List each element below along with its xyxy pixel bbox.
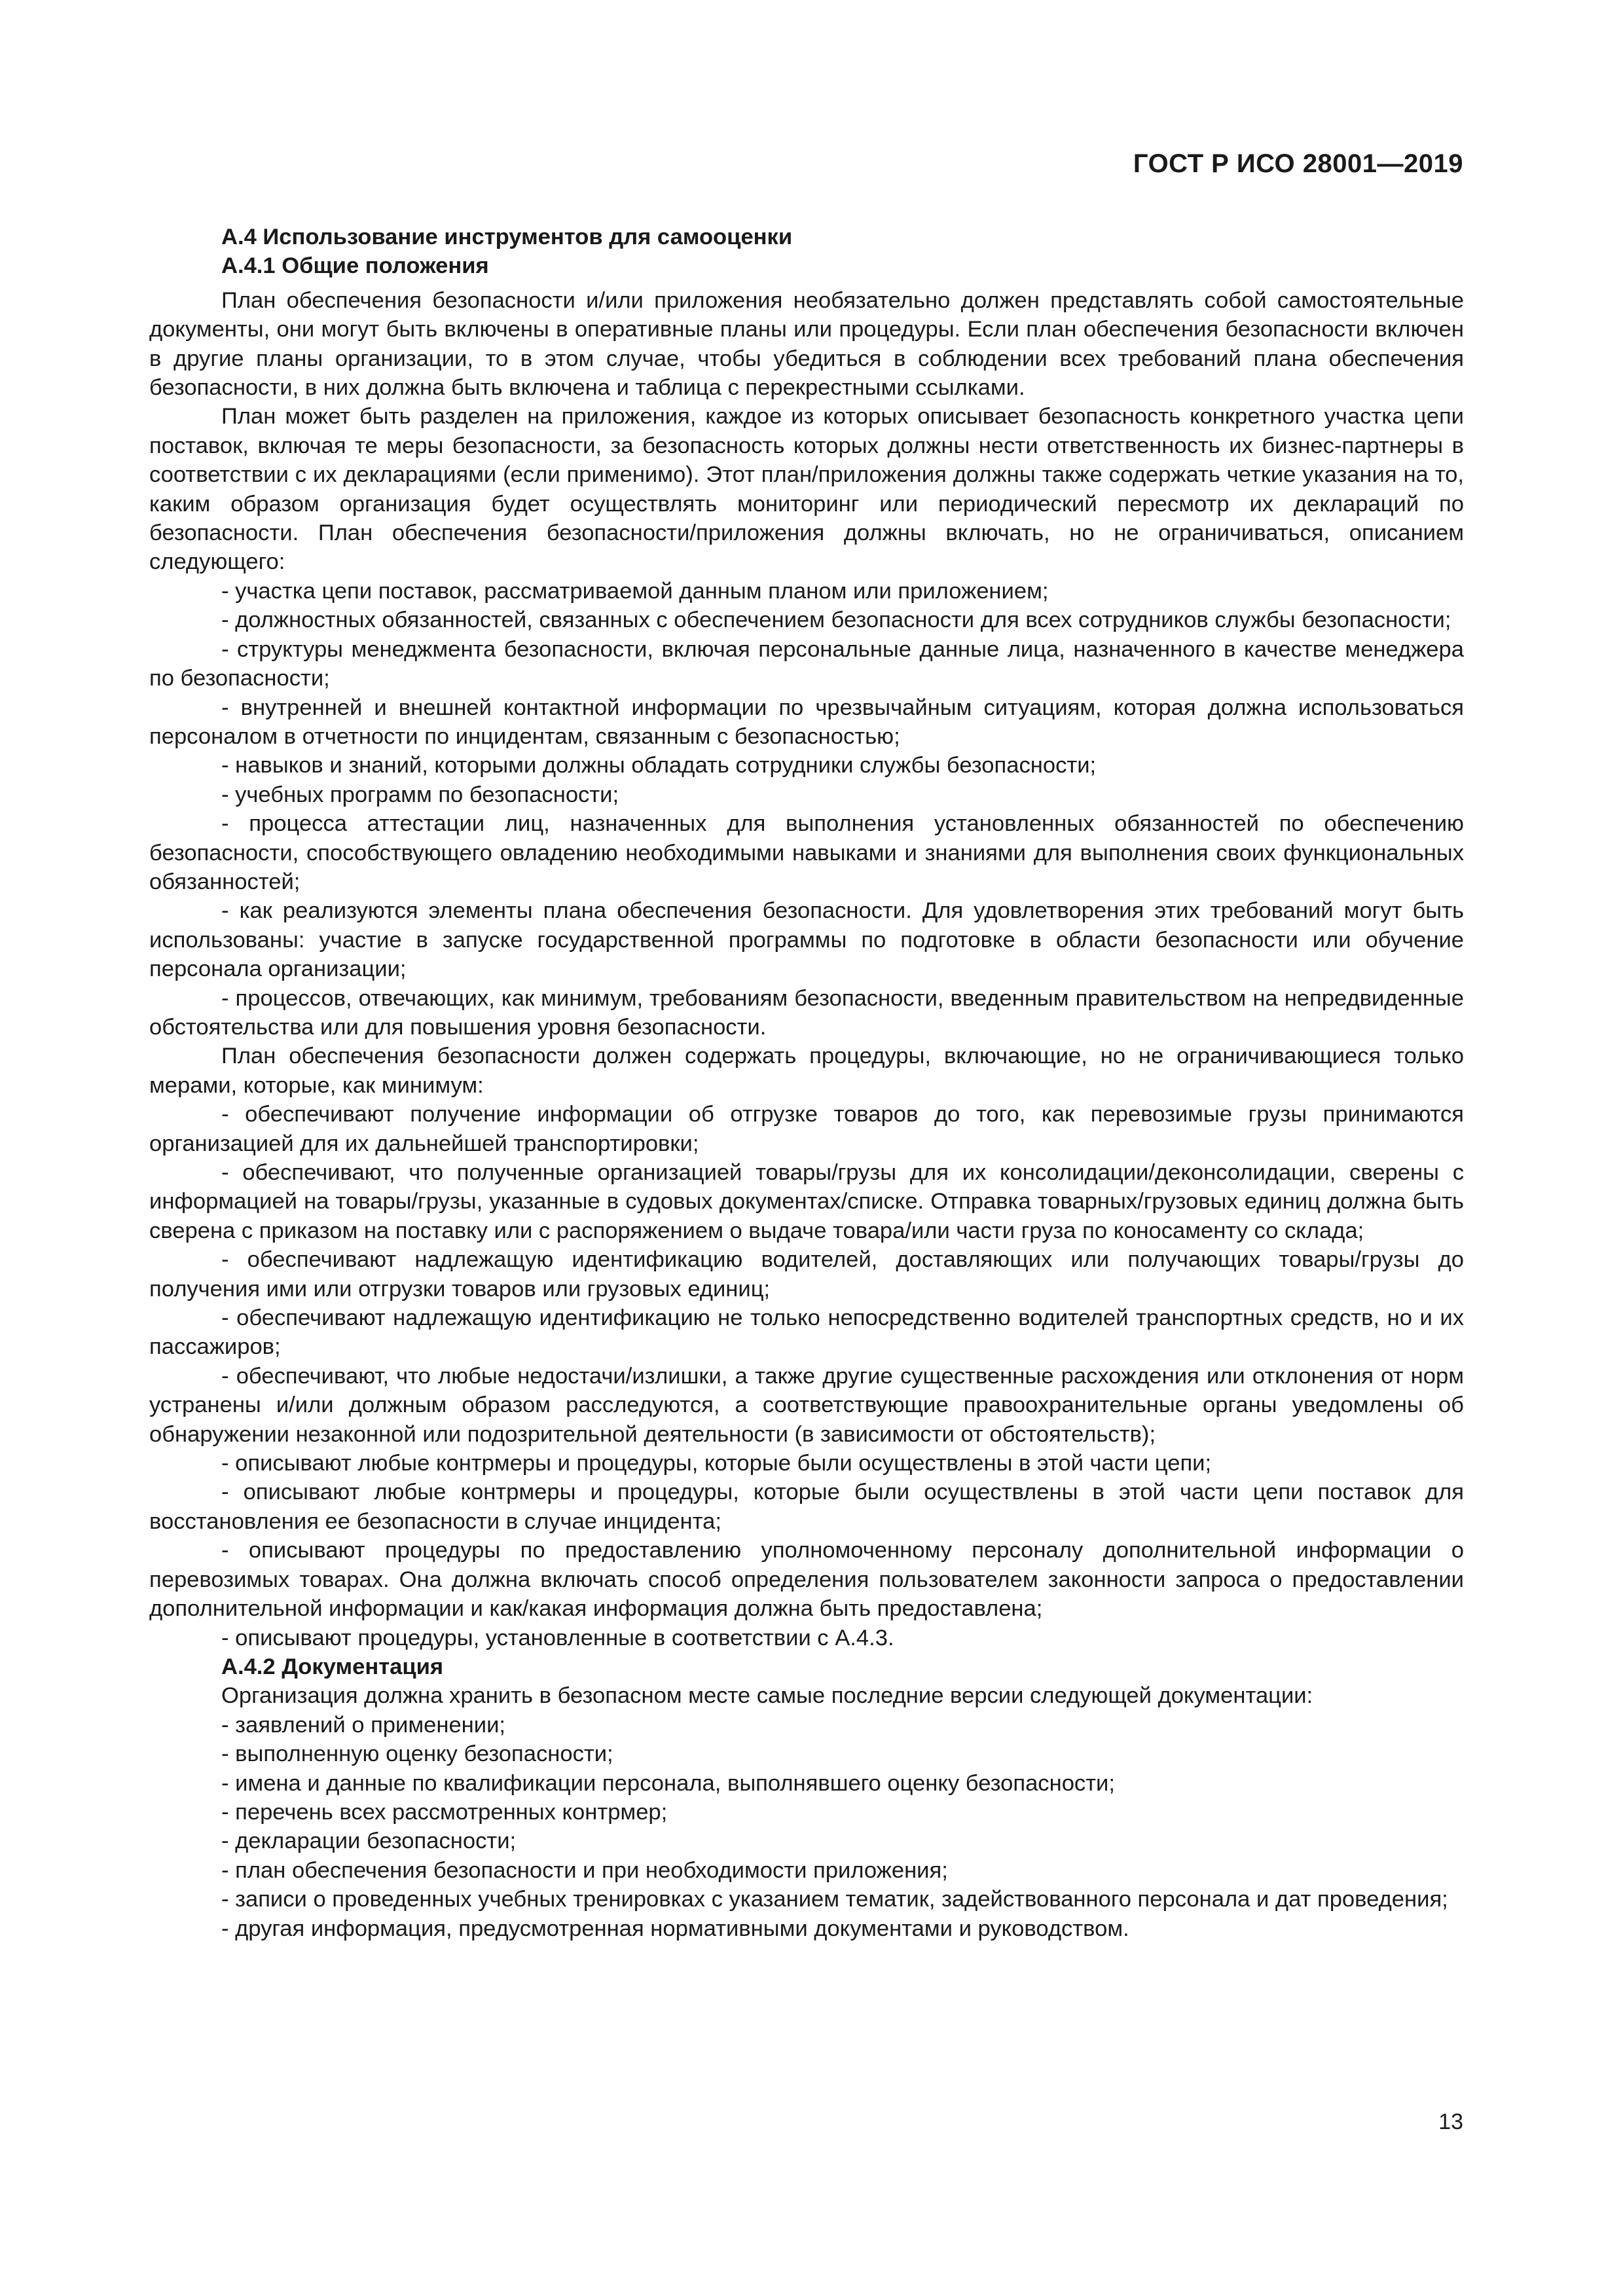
list-item: - структуры менеджмента безопасности, включая персональные данные лица, назначенного в качестве менеджера по безопасности; bbox=[149, 636, 1464, 691]
document-body bbox=[149, 223, 1464, 1943]
list-item: - процесса аттестации лиц, назначенных для выполнения установленных обязанностей по обеспечению безопасности, способствующего овладению необходимыми навыками и знаниями для выполнения своих функциональных обязанностей; bbox=[149, 811, 1464, 894]
page-number: 13 bbox=[1438, 2109, 1463, 2134]
list-item: - как реализуются элементы плана обеспечения безопасности. Для удовлетворения этих требований могут быть использованы: участие в запуске государственной программы по подготовке в области безопасности или обучение персонала организации; bbox=[149, 898, 1464, 982]
list-item: - имена и данные по квалификации персонала, выполнявшего оценку безопасности; bbox=[221, 1770, 1115, 1796]
section-a4-title: А.4 Использование инструментов для самооценки bbox=[221, 225, 793, 249]
list-item: - обеспечивают надлежащую идентификацию не только непосредственно водителей транспортных средств, но и их пассажиров; bbox=[149, 1305, 1464, 1360]
list-item: - план обеспечения безопасности и при необходимости приложения; bbox=[221, 1857, 948, 1883]
list-item: - обеспечивают получение информации об отгрузке товаров до того, как перевозимые грузы принимаются организацией для их дальнейшей транспортировки; bbox=[149, 1102, 1464, 1156]
list-item: - заявлений о применении; bbox=[221, 1712, 506, 1738]
list-item: - выполненную оценку безопасности; bbox=[221, 1741, 613, 1767]
paragraph: Организация должна хранить в безопасном месте самые последние версии следующей документации: bbox=[221, 1683, 1313, 1709]
list-item: - другая информация, предусмотренная нормативными документами и руководством. bbox=[221, 1916, 1129, 1941]
standard-header: ГОСТ Р ИСО 28001—2019 bbox=[1133, 149, 1463, 178]
list-item: - должностных обязанностей, связанных с обеспечением безопасности для всех сотрудников службы безопасности; bbox=[221, 608, 1451, 633]
paragraph: План может быть разделен на приложения, каждое из которых описывает безопасность конкретного участка цепи поставок, включая те меры безопасности, за безопасность которых должны нести ответственность их бизнес-партнеры в соответствии с их декларациями (если применимо). Этот план/приложения должны также содержать четкие указания на то, каким образом организация будет осуществлять мониторинг или периодический пересмотр их деклараций по безопасности. План обеспечения безопасности/приложения должны включать, но не ограничиваться, описанием следующего: bbox=[149, 404, 1464, 575]
list-item: - описывают любые контрмеры и процедуры, которые были осуществлены в этой части цепи; bbox=[221, 1451, 1212, 1476]
paragraph: План обеспечения безопасности и/или приложения необязательно должен представлять собой самостоятельные документы, они могут быть включены в оперативные планы или процедуры. Если план обеспечения безопасности включен в другие планы организации, то в этом случае, чтобы убедиться в соблюдении всех требований плана обеспечения безопасности, в них должна быть включена и таблица с перекрестными ссылками. bbox=[149, 287, 1464, 401]
list-item: - учебных программ по безопасности; bbox=[221, 782, 619, 807]
list-item: - декларации безопасности; bbox=[221, 1829, 517, 1854]
list-item: - обеспечивают, что полученные организацией товары/грузы для их консолидации/деконсолидации, сверены с информацией на товары/грузы, указанные в судовых документах/списке. Отправка товарных/грузовых единиц должна быть сверена с приказом на поставку или с распоряжением о выдаче товара/или части груза по коносаменту со склада; bbox=[149, 1160, 1464, 1243]
list-item: - навыков и знаний, которыми должны обладать сотрудники службы безопасности; bbox=[221, 753, 1097, 778]
list-item: - обеспечивают надлежащую идентификацию водителей, доставляющих или получающих товары/грузы до получения ими или отгрузки товаров или грузовых единиц; bbox=[149, 1247, 1464, 1302]
list-item: - записи о проведенных учебных тренировках с указанием тематик, задействованного персонала и дат проведения; bbox=[221, 1887, 1448, 1912]
list-item: - участка цепи поставок, рассматриваемой данным планом или приложением; bbox=[221, 578, 1049, 604]
list-item: - перечень всех рассмотренных контрмер; bbox=[221, 1799, 668, 1825]
paragraph: План обеспечения безопасности должен содержать процедуры, включающие, но не ограничивающиеся только мерами, которые, как минимум: bbox=[149, 1044, 1464, 1098]
list-item: - обеспечивают, что любые недостачи/излишки, а также другие существенные расхождения или отклонения от норм устранены и/или должным образом расследуются, а соответствующие правоохранительные органы уведомлены об обнаружении незаконной или подозрительной деятельности (в зависимости от обстоятельств); bbox=[149, 1363, 1464, 1447]
list-item: - процессов, отвечающих, как минимум, требованиям безопасности, введенным правительством на непредвиденные обстоятельства или для повышения уровня безопасности. bbox=[149, 985, 1464, 1040]
section-a42-title: А.4.2 Документация bbox=[221, 1654, 444, 1679]
section-a41-title: А.4.1 Общие положения bbox=[221, 253, 489, 279]
list-item: - описывают процедуры, установленные в соответствии с А.4.3. bbox=[221, 1625, 894, 1650]
list-item: - описывают процедуры по предоставлению уполномоченному персоналу дополнительной информации о перевозимых товарах. Она должна включать способ определения пользователем законности запроса о предоставлении дополнительной информации и как/какая информация должна быть предоставлена; bbox=[149, 1538, 1464, 1622]
list-item: - внутренней и внешней контактной информации по чрезвычайным ситуациям, которая должна использоваться персоналом в отчетности по инцидентам, связанным с безопасностью; bbox=[149, 695, 1464, 749]
list-item: - описывают любые контрмеры и процедуры, которые были осуществлены в этой части цепи поставок для восстановления ее безопасности в случае инцидента; bbox=[149, 1480, 1464, 1534]
